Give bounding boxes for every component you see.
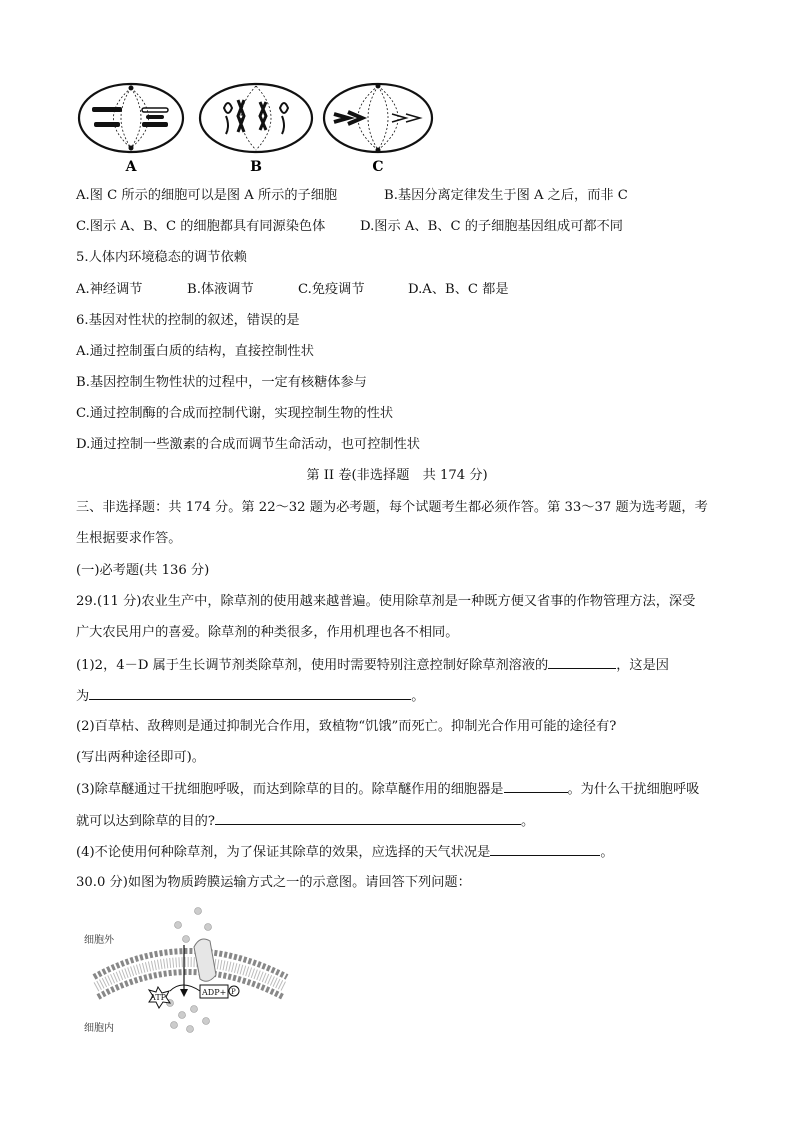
carrier-protein (194, 939, 216, 981)
inside-label: 细胞内 (84, 1023, 114, 1034)
q29-p1-blank-2[interactable] (89, 687, 411, 700)
section-heading: (一)必考题(共 136 分) (76, 563, 210, 578)
phospholipid-bilayer (94, 951, 287, 997)
q29-part2-line2: (写出两种途径即可)。 (76, 750, 205, 765)
part2-title: 第 II 卷(非选择题 共 174 分) (306, 468, 488, 483)
q29-p3-text-d: 。 (520, 814, 535, 829)
q6-option-a: A.通过控制蛋白质的结构，直接控制性状 (76, 344, 314, 359)
outside-label: 细胞外 (84, 935, 114, 946)
q29-line1: 29.(11 分)农业生产中，除草剂的使用越来越普遍。使用除草剂是一种既方便又省事的作物管理方法，深受 (76, 594, 696, 609)
q29-p1-blank-1[interactable] (548, 656, 616, 669)
q29-p3-text-c: 就可以达到除草的目的? (76, 814, 215, 829)
q29-p1-text-c: 为 (76, 689, 90, 704)
q6-stem: 6.基因对性状的控制的叙述，错误的是 (76, 313, 300, 328)
q29-part4-line (76, 843, 614, 862)
q29-p4-text-b: 。 (600, 845, 614, 860)
q6-option-c: C.通过控制酶的合成而控制代谢，实现控制生物的性状 (76, 406, 394, 421)
cell-a (79, 84, 183, 152)
q29-p4-text-a: (4)不论使用何种除草剂，为了保证其除草的效果，应选择的天气状况是 (76, 845, 491, 860)
part2-intro-line1: 三、非选择题：共 174 分。第 22～32 题为必考题，每个试题考生都必须作答。第 33～37 题为选考题，考 (76, 500, 708, 515)
adp-label: ADP+ (202, 988, 227, 997)
q29-p1-text-a: (1)2，4－D 属于生长调节剂类除草剂，使用时需要特别注意控制好除草剂溶液的 (76, 658, 549, 673)
cell-c-label: C (372, 159, 384, 175)
part2-intro-line2: 生根据要求作答。 (76, 531, 182, 546)
q29-p3-blank-2[interactable] (215, 812, 521, 825)
q29-part3-line2 (76, 812, 534, 831)
membrane-transport-figure (82, 905, 297, 1040)
q29-p4-blank[interactable] (490, 843, 600, 856)
q5-option-b: B.体液调节 (187, 282, 254, 297)
pi-label: P (231, 988, 236, 996)
q29-part1-line2 (76, 687, 424, 706)
cell-division-figure (76, 78, 436, 178)
q4-option-d: D.图示 A、B、C 的子细胞基因组成可都不同 (360, 219, 623, 234)
q29-p1-text-d: 。 (411, 689, 425, 704)
q29-part2-line1: (2)百草枯、敌稗则是通过抑制光合作用，致植物“饥饿”而死亡。抑制光合作用可能的途径有? (76, 719, 617, 734)
q6-option-b: B.基因控制生物性状的过程中，一定有核糖体参与 (76, 375, 367, 390)
q5-option-a: A.神经调节 (76, 282, 143, 297)
q29-line2: 广大农民用户的喜爱。除草剂的种类很多，作用机理也各不相同。 (76, 625, 459, 640)
q5-stem: 5.人体内环境稳态的调节依赖 (76, 250, 247, 265)
cell-b (200, 84, 312, 152)
atp-label: ATP (150, 993, 167, 1002)
adp-pi (200, 985, 239, 998)
q5-option-c: C.免疫调节 (298, 282, 365, 297)
q4-option-b: B.基因分离定律发生于图 A 之后，而非 C (384, 188, 628, 203)
q29-p3-text-b: 。为什么干扰细胞呼吸 (567, 782, 700, 797)
q4-option-c: C.图示 A、B、C 的细胞都具有同源染色体 (76, 219, 326, 234)
q29-p3-blank-1[interactable] (504, 780, 568, 793)
q6-option-d: D.通过控制一些激素的合成而调节生命活动，也可控制性状 (76, 437, 420, 452)
q29-p1-text-b: ，这是因 (616, 658, 669, 673)
q29-p3-text-a: (3)除草醚通过干扰细胞呼吸，而达到除草的目的。除草醚作用的细胞器是 (76, 782, 504, 797)
cell-b-label: B (250, 159, 262, 175)
q29-part3-line1 (76, 780, 699, 799)
cell-c (324, 84, 432, 153)
q5-option-d: D.A、B、C 都是 (408, 282, 509, 297)
q30-stem: 30.0 分)如图为物质跨膜运输方式之一的示意图。请回答下列问题： (76, 875, 471, 890)
q29-part1-line1 (76, 656, 669, 675)
cell-a-label: A (125, 159, 137, 175)
q4-option-a: A.图 C 所示的细胞可以是图 A 所示的子细胞 (76, 188, 338, 203)
